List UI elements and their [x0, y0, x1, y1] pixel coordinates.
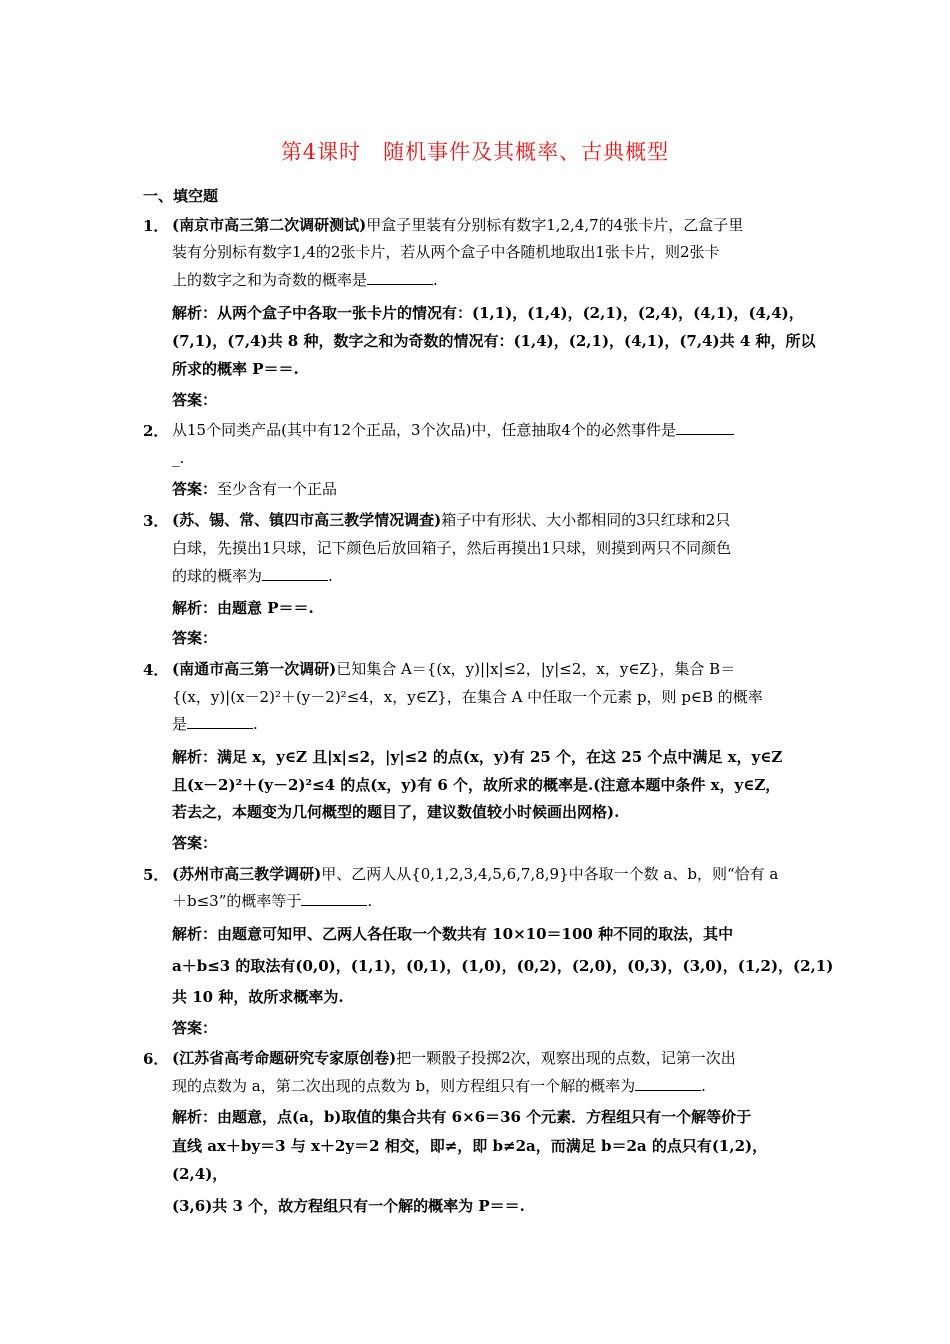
solution-line: (7,1)，(7,4)共 8 种，数字之和为奇数的情况有：(1,4)，(2,1)，(4,1)，(7,4)共 4 种，所以: [172, 332, 816, 350]
question-source: (苏州市高三教学调研): [172, 865, 322, 883]
page-title: 第4课时 随机事件及其概率、古典概型: [280, 140, 670, 164]
question-text: {(x，y)|(x－2)²＋(y－2)²≤4，x，y∈Z}，在集合 A 中任取一个元素 p，则 p∈B 的概率: [172, 688, 763, 706]
question-source: (南通市高三第一次调研): [172, 660, 337, 678]
question-number: 1．: [143, 217, 169, 235]
question-text: [172, 659, 735, 679]
answer-blank: [262, 566, 328, 581]
question-text-part: .: [701, 1077, 706, 1095]
question-number: 5．: [143, 866, 169, 884]
solution-line: 解析：由题意 P＝＝.: [172, 599, 314, 617]
question-text: _.: [172, 449, 185, 467]
solution-line: 共 10 种，故所求概率为.: [172, 988, 344, 1006]
question-source: (苏、锡、常、镇四市高三教学情况调查): [172, 511, 442, 529]
question-text-part: 现的点数为 a，第二次出现的点数为 b，则方程组只有一个解的概率为: [172, 1077, 636, 1095]
question-text-part: 的球的概率为: [172, 567, 263, 585]
solution-line: 解析：由题意，点(a，b)取值的集合共有 6×6＝36 个元素．方程组只有一个解等价于: [172, 1108, 752, 1126]
answer-label: 答案：: [172, 629, 218, 647]
answer-label: 答案：: [172, 1019, 218, 1037]
question-number: 6．: [143, 1050, 169, 1068]
answer-blank: [676, 420, 734, 435]
question-text: [172, 864, 778, 884]
question-number: 3．: [143, 512, 169, 530]
solution-line: 解析：满足 x，y∈Z 且|x|≤2，|y|≤2 的点(x，y)有 25 个，在这 25 个点中满足 x，y∈Z: [172, 748, 783, 766]
solution-line: 解析：从两个盒子中各取一张卡片的情况有：(1,1)，(1,4)，(2,1)，(2,4)，(4,1)，(4,4)，: [172, 304, 804, 322]
question-text-part: ＋b≤3”的概率等于: [172, 892, 302, 910]
answer-line: [172, 479, 337, 499]
question-number: 4．: [143, 661, 169, 679]
question-source: (江苏省高考命题研究专家原创卷): [172, 1049, 397, 1067]
question-text: [172, 1048, 736, 1068]
question-text: [172, 215, 743, 235]
question-number: 2．: [143, 422, 169, 440]
solution-line: 所求的概率 P＝＝.: [172, 360, 299, 378]
question-text-part: .: [328, 567, 333, 585]
answer-label: 答案：: [172, 834, 218, 852]
question-text: 装有分别标有数字1,4的2张卡片，若从两个盒子中各随机地取出1张卡片，则2张卡: [172, 243, 720, 261]
answer-text: 至少含有一个正品: [217, 480, 338, 498]
question-text: [172, 566, 333, 586]
answer-label: 答案：: [172, 391, 218, 409]
question-text-part: 上的数字之和为奇数的概率是: [172, 271, 368, 289]
answer-blank: [367, 270, 433, 285]
solution-line: (3,6)共 3 个，故方程组只有一个解的概率为 P＝＝.: [172, 1197, 525, 1215]
solution-line: 且(x－2)²＋(y－2)²≤4 的点(x，y)有 6 个，故所求的概率是.(注意本题中条件 x，y∈Z，: [172, 776, 781, 794]
question-text: [172, 714, 258, 734]
question-text-part: 是: [172, 715, 188, 733]
question-text-part: .: [433, 271, 438, 289]
solution-line: (2,4)，: [172, 1165, 228, 1183]
solution-line: a＋b≤3 的取法有(0,0)，(1,1)，(0,1)，(1,0)，(0,2)，(2,0)，(0,3)，(3,0)，(1,2)，(2,1): [172, 957, 834, 975]
question-text-part: 已知集合 A＝{(x，y)||x|≤2，|y|≤2，x，y∈Z}，集合 B＝: [336, 660, 736, 678]
question-text-part: 从15个同类产品(其中有12个正品，3个次品)中，任意抽取4个的必然事件是: [172, 421, 676, 439]
solution-line: 解析：由题意可知甲、乙两人各任取一个数共有 10×10＝100 种不同的取法，其中: [172, 925, 734, 943]
answer-label: 答案：: [172, 480, 218, 498]
answer-blank: [301, 891, 367, 906]
question-text: 白球，先摸出1只球，记下颜色后放回箱子，然后再摸出1只球，则摸到两只不同颜色: [172, 539, 732, 557]
question-text-part: 甲盒子里装有分别标有数字1,2,4,7的4张卡片，乙盒子里: [366, 216, 744, 234]
answer-blank: [635, 1076, 701, 1091]
question-text-part: 把一颗骰子投掷2次，观察出现的点数，记第一次出: [396, 1049, 736, 1067]
question-text-part: .: [367, 892, 373, 910]
question-text: [172, 270, 438, 290]
question-text: [172, 1076, 706, 1096]
question-text: [172, 891, 372, 911]
question-text: [172, 510, 730, 530]
question-text-part: .: [253, 715, 258, 733]
section-heading: 一、填空题: [143, 187, 219, 205]
question-text: [172, 420, 734, 440]
question-text-part: 箱子中有形状、大小都相同的3只红球和2只: [441, 511, 731, 529]
solution-line: 直线 ax＋by＝3 与 x＋2y＝2 相交，即≠，即 b≠2a，而满足 b＝2a 的点只有(1,2)，: [172, 1137, 768, 1155]
question-text-part: 甲、乙两人从{0,1,2,3,4,5,6,7,8,9}中各取一个数 a、b，则“恰有 a: [321, 865, 779, 883]
answer-blank: [187, 714, 253, 729]
solution-line: 若去之，本题变为几何概型的题目了，建议数值较小时候画出网格).: [172, 803, 620, 821]
question-source: (南京市高三第二次调研测试): [172, 216, 367, 234]
